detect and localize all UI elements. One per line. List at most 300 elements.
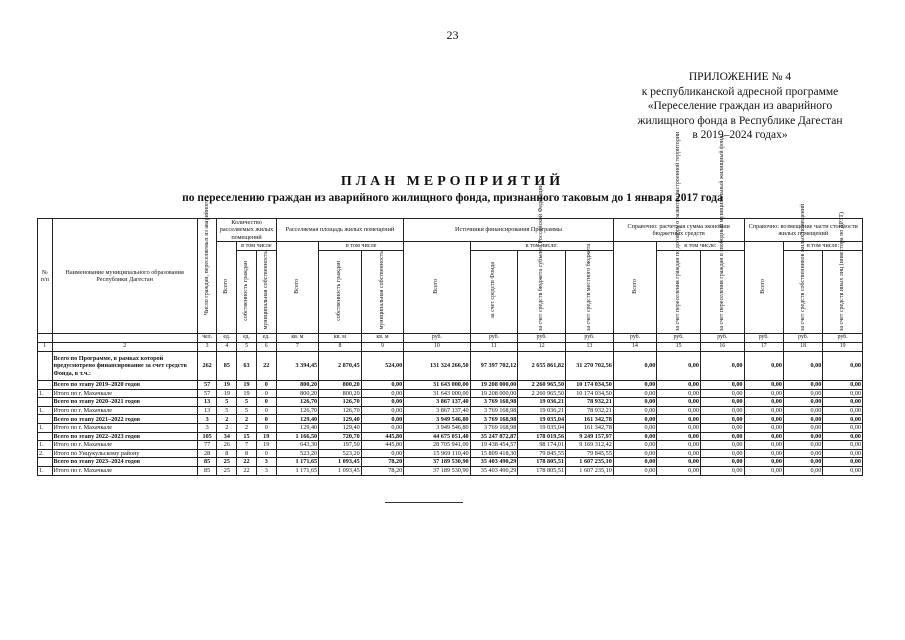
value-cell: 0,00 bbox=[700, 466, 744, 475]
value-cell: 0,00 bbox=[657, 458, 701, 467]
value-cell: 0,00 bbox=[823, 424, 863, 433]
other-funds-header: за счет средств иных лиц (инвестора по ДРЗТ) bbox=[823, 250, 863, 333]
unit-cell: руб. bbox=[470, 334, 518, 343]
column-number-cell: 4 bbox=[217, 343, 237, 352]
value-cell: 800,20 bbox=[276, 381, 319, 390]
econ-free-header: за счет переселения граждан в свободный муниципальный жилищный фонд bbox=[700, 250, 744, 333]
value-cell: 19 036,21 bbox=[518, 398, 566, 407]
stage-total-row bbox=[38, 398, 863, 407]
value-cell: 0,00 bbox=[657, 398, 701, 407]
value-cell: 0,00 bbox=[744, 458, 783, 467]
value-cell: 129,40 bbox=[319, 415, 362, 424]
row-name: Итого по г. Махачкале bbox=[52, 406, 197, 415]
value-cell: 1 171,65 bbox=[276, 458, 319, 467]
value-cell: 0,00 bbox=[700, 449, 744, 458]
value-cell: 0,00 bbox=[657, 389, 701, 398]
value-cell: 0,00 bbox=[657, 415, 701, 424]
value-cell: 126,70 bbox=[319, 406, 362, 415]
value-cell: 8 bbox=[237, 449, 257, 458]
value-cell: 19 bbox=[256, 441, 276, 450]
row-number bbox=[38, 458, 53, 467]
row-name: Итого по г. Махачкале bbox=[52, 441, 197, 450]
value-cell: 0,00 bbox=[823, 398, 863, 407]
value-cell: 0,00 bbox=[783, 424, 822, 433]
unit-cell: ед. bbox=[256, 334, 276, 343]
value-cell: 0,00 bbox=[744, 406, 783, 415]
value-cell: 0,00 bbox=[783, 415, 822, 424]
value-cell: 0,00 bbox=[783, 432, 822, 441]
value-cell: 0,00 bbox=[783, 352, 822, 381]
value-cell: 0 bbox=[256, 406, 276, 415]
value-cell: 19 bbox=[237, 381, 257, 390]
value-cell: 5 bbox=[237, 406, 257, 415]
economy-group-header: Справочно: расчетная сумма экономии бюджетных средств bbox=[613, 219, 744, 242]
value-cell: 0 bbox=[256, 415, 276, 424]
value-cell: 9 249 157,97 bbox=[566, 432, 614, 441]
row-name: Итого по Унцукульскому району bbox=[52, 449, 197, 458]
value-cell: 0,00 bbox=[700, 381, 744, 390]
value-cell: 129,40 bbox=[319, 424, 362, 433]
rooms-municipal-header: муниципальная собственность bbox=[256, 250, 276, 333]
value-cell: 0,00 bbox=[823, 441, 863, 450]
value-cell: 262 bbox=[197, 352, 217, 381]
value-cell: 2 bbox=[237, 424, 257, 433]
value-cell: 9 169 312,42 bbox=[566, 441, 614, 450]
value-cell: 0,00 bbox=[783, 466, 822, 475]
column-number-cell: 12 bbox=[518, 343, 566, 352]
value-cell: 131 324 266,50 bbox=[404, 352, 470, 381]
value-cell: 0,00 bbox=[361, 389, 404, 398]
value-cell: 7 bbox=[237, 441, 257, 450]
value-cell: 0,00 bbox=[744, 424, 783, 433]
value-cell: 105 bbox=[197, 432, 217, 441]
row-name: Итого по г. Махачкале bbox=[52, 466, 197, 475]
value-cell: 5 bbox=[217, 406, 237, 415]
row-number: 1. bbox=[38, 406, 53, 415]
value-cell: 2 870,45 bbox=[319, 352, 362, 381]
value-cell: 19 bbox=[217, 389, 237, 398]
area-incl-header: в том числе bbox=[319, 242, 404, 250]
value-cell: 19 bbox=[237, 389, 257, 398]
row-number bbox=[38, 381, 53, 390]
value-cell: 31 643 000,00 bbox=[404, 389, 470, 398]
value-cell: 2 260 965,50 bbox=[518, 389, 566, 398]
row-name: Всего по этапу 2021–2022 годов bbox=[52, 415, 197, 424]
column-number-cell: 5 bbox=[237, 343, 257, 352]
value-cell: 0,00 bbox=[361, 406, 404, 415]
row-name: Всего по этапу 2023–2024 годов bbox=[52, 458, 197, 467]
value-cell: 126,70 bbox=[319, 398, 362, 407]
unit-cell: руб. bbox=[566, 334, 614, 343]
column-number-cell: 11 bbox=[470, 343, 518, 352]
value-cell: 129,40 bbox=[276, 415, 319, 424]
value-cell: 0,00 bbox=[613, 458, 657, 467]
row-name: Всего по этапу 2020–2021 годов bbox=[52, 398, 197, 407]
table-row bbox=[38, 441, 863, 450]
value-cell: 0,00 bbox=[657, 424, 701, 433]
value-cell: 0 bbox=[256, 449, 276, 458]
value-cell: 10 174 034,50 bbox=[566, 381, 614, 390]
value-cell: 178 019,56 bbox=[518, 432, 566, 441]
value-cell: 98 174,01 bbox=[518, 441, 566, 450]
value-cell: 3 769 168,98 bbox=[470, 398, 518, 407]
rd-budget-header: за счет средств бюджета субъекта Российской Федерации bbox=[518, 250, 566, 333]
value-cell: 1 093,45 bbox=[319, 458, 362, 467]
value-cell: 0,00 bbox=[361, 424, 404, 433]
row-name: Всего по Программе, в рамках которой предусмотрено финансирование за счет средств Фонда, в т.ч.: bbox=[52, 352, 197, 381]
program-total-row bbox=[38, 352, 863, 381]
row-number: 1. bbox=[38, 441, 53, 450]
value-cell: 0,00 bbox=[613, 398, 657, 407]
value-cell: 0,00 bbox=[783, 441, 822, 450]
unit-cell: руб. bbox=[744, 334, 783, 343]
column-number-cell: 8 bbox=[319, 343, 362, 352]
value-cell: 3 867 137,40 bbox=[404, 406, 470, 415]
value-cell: 0,00 bbox=[744, 352, 783, 381]
value-cell: 26 bbox=[217, 441, 237, 450]
row-number bbox=[38, 415, 53, 424]
unit-cell bbox=[52, 334, 197, 343]
value-cell: 10 174 034,50 bbox=[566, 389, 614, 398]
value-cell: 85 bbox=[217, 352, 237, 381]
value-cell: 0,00 bbox=[783, 458, 822, 467]
appendix-line: «Переселение граждан из аварийного bbox=[647, 100, 833, 112]
stage-total-row bbox=[38, 458, 863, 467]
col-people-header: Число граждан, переселяемых из аварийного bbox=[197, 219, 217, 334]
unit-cell: руб. bbox=[613, 334, 657, 343]
row-number bbox=[38, 432, 53, 441]
column-number-cell: 17 bbox=[744, 343, 783, 352]
value-cell: 0 bbox=[256, 381, 276, 390]
stage-total-row bbox=[38, 415, 863, 424]
value-cell: 0,00 bbox=[744, 449, 783, 458]
column-number-cell: 6 bbox=[256, 343, 276, 352]
value-cell: 2 260 965,50 bbox=[518, 381, 566, 390]
units-row bbox=[38, 334, 863, 343]
value-cell: 0,00 bbox=[823, 449, 863, 458]
value-cell: 0,00 bbox=[613, 352, 657, 381]
rooms-incl-header: в том числе bbox=[237, 242, 276, 250]
value-cell: 1 607 235,10 bbox=[566, 466, 614, 475]
row-number: 1. bbox=[38, 389, 53, 398]
value-cell: 0,00 bbox=[783, 398, 822, 407]
excess-incl-header: в том числе: bbox=[783, 242, 862, 250]
rooms-total-header: Всего bbox=[217, 242, 237, 334]
value-cell: 0,00 bbox=[361, 381, 404, 390]
col-num-header: № п/п bbox=[38, 219, 53, 334]
value-cell: 0,00 bbox=[744, 441, 783, 450]
column-number-cell: 10 bbox=[404, 343, 470, 352]
value-cell: 34 bbox=[217, 432, 237, 441]
value-cell: 57 bbox=[197, 381, 217, 390]
value-cell: 0,00 bbox=[744, 398, 783, 407]
value-cell: 0,00 bbox=[700, 352, 744, 381]
value-cell: 0,00 bbox=[613, 389, 657, 398]
value-cell: 0,00 bbox=[823, 466, 863, 475]
document-title: ПЛАН МЕРОПРИЯТИЙ bbox=[340, 174, 565, 189]
fund-header: за счет средств Фонда bbox=[470, 250, 518, 333]
unit-cell: руб. bbox=[823, 334, 863, 343]
value-cell: 28 705 941,00 bbox=[404, 441, 470, 450]
value-cell: 22 bbox=[256, 352, 276, 381]
value-cell: 3 394,45 bbox=[276, 352, 319, 381]
value-cell: 0,00 bbox=[361, 398, 404, 407]
value-cell: 2 bbox=[217, 424, 237, 433]
value-cell: 3 bbox=[197, 424, 217, 433]
value-cell: 79 845,55 bbox=[566, 449, 614, 458]
value-cell: 19 035,04 bbox=[518, 415, 566, 424]
value-cell: 2 bbox=[237, 415, 257, 424]
value-cell: 8 bbox=[217, 449, 237, 458]
value-cell: 31 643 000,00 bbox=[404, 381, 470, 390]
unit-cell: ед. bbox=[237, 334, 257, 343]
column-number-cell: 9 bbox=[361, 343, 404, 352]
value-cell: 445,80 bbox=[361, 441, 404, 450]
value-cell: 15 809 418,30 bbox=[470, 449, 518, 458]
local-budget-header: за счет средств местного бюджета bbox=[566, 250, 614, 333]
value-cell: 63 bbox=[237, 352, 257, 381]
stage-total-row bbox=[38, 432, 863, 441]
table-body bbox=[38, 352, 863, 476]
value-cell: 19 208 000,00 bbox=[470, 389, 518, 398]
rooms-group-header: Количество расселяемых жилых помещений bbox=[217, 219, 276, 242]
sources-total-header: Всего bbox=[404, 242, 470, 334]
value-cell: 57 bbox=[197, 389, 217, 398]
value-cell: 85 bbox=[197, 466, 217, 475]
document-subtitle: по переселению граждан из аварийного жилищного фонда, признанного таковым до 1 января 2017 года bbox=[182, 192, 723, 204]
value-cell: 0,00 bbox=[361, 415, 404, 424]
unit-cell: чел. bbox=[197, 334, 217, 343]
appendix-line: к республиканской адресной программе bbox=[641, 85, 839, 98]
value-cell: 78,20 bbox=[361, 458, 404, 467]
value-cell: 0,00 bbox=[744, 381, 783, 390]
row-number bbox=[38, 398, 53, 407]
value-cell: 800,20 bbox=[276, 389, 319, 398]
separator-line bbox=[385, 502, 463, 503]
economy-total-header: Всего bbox=[613, 242, 657, 334]
value-cell: 5 bbox=[237, 398, 257, 407]
value-cell: 800,20 bbox=[319, 389, 362, 398]
value-cell: 28 bbox=[197, 449, 217, 458]
value-cell: 2 655 861,82 bbox=[518, 352, 566, 381]
table-row bbox=[38, 389, 863, 398]
value-cell: 0,00 bbox=[744, 466, 783, 475]
value-cell: 129,40 bbox=[276, 424, 319, 433]
value-cell: 78 932,21 bbox=[566, 398, 614, 407]
row-number bbox=[38, 352, 53, 381]
value-cell: 3 769 168,98 bbox=[470, 415, 518, 424]
unit-cell: руб. bbox=[404, 334, 470, 343]
value-cell: 0,00 bbox=[823, 352, 863, 381]
value-cell: 0,00 bbox=[744, 415, 783, 424]
row-name: Всего по этапу 2019–2020 годов bbox=[52, 381, 197, 390]
row-name: Итого по г. Махачкале bbox=[52, 424, 197, 433]
column-number-cell: 2 bbox=[52, 343, 197, 352]
table-row bbox=[38, 406, 863, 415]
value-cell: 0,00 bbox=[613, 424, 657, 433]
value-cell: 0,00 bbox=[783, 449, 822, 458]
value-cell: 1 171,65 bbox=[276, 466, 319, 475]
row-number: 1. bbox=[38, 424, 53, 433]
value-cell: 720,70 bbox=[319, 432, 362, 441]
value-cell: 0,00 bbox=[613, 449, 657, 458]
unit-cell: кв. м bbox=[361, 334, 404, 343]
value-cell: 0,00 bbox=[783, 406, 822, 415]
row-number: 1. bbox=[38, 466, 53, 475]
value-cell: 178 805,51 bbox=[518, 458, 566, 467]
excess-group-header: Справочно: возмещение части стоимости жилых помещений bbox=[744, 219, 862, 242]
value-cell: 1 093,45 bbox=[319, 466, 362, 475]
value-cell: 37 189 530,90 bbox=[404, 466, 470, 475]
value-cell: 197,50 bbox=[319, 441, 362, 450]
value-cell: 78 932,21 bbox=[566, 406, 614, 415]
value-cell: 13 bbox=[197, 406, 217, 415]
column-number-cell: 15 bbox=[657, 343, 701, 352]
value-cell: 0 bbox=[256, 398, 276, 407]
value-cell: 1 607 235,10 bbox=[566, 458, 614, 467]
value-cell: 3 769 168,98 bbox=[470, 424, 518, 433]
area-group-header: Расселяемая площадь жилых помещений bbox=[276, 219, 404, 242]
table-row bbox=[38, 449, 863, 458]
unit-cell: ед. bbox=[217, 334, 237, 343]
value-cell: 0,00 bbox=[700, 432, 744, 441]
value-cell: 0,00 bbox=[744, 432, 783, 441]
value-cell: 19 bbox=[217, 381, 237, 390]
unit-cell: руб. bbox=[783, 334, 822, 343]
unit-cell: руб. bbox=[657, 334, 701, 343]
own-funds-header: за счет средств собственников жилых помещений bbox=[783, 250, 822, 333]
value-cell: 0,00 bbox=[700, 441, 744, 450]
value-cell: 126,70 bbox=[276, 406, 319, 415]
value-cell: 0,00 bbox=[657, 432, 701, 441]
value-cell: 22 bbox=[237, 458, 257, 467]
value-cell: 0,00 bbox=[823, 432, 863, 441]
value-cell: 97 397 702,12 bbox=[470, 352, 518, 381]
value-cell: 0,00 bbox=[613, 415, 657, 424]
value-cell: 35 247 872,87 bbox=[470, 432, 518, 441]
area-municipal-header: муниципальная собственность bbox=[361, 250, 404, 333]
value-cell: 1 166,50 bbox=[276, 432, 319, 441]
value-cell: 5 bbox=[217, 398, 237, 407]
value-cell: 126,70 bbox=[276, 398, 319, 407]
value-cell: 643,30 bbox=[276, 441, 319, 450]
value-cell: 19 035,04 bbox=[518, 424, 566, 433]
unit-cell: кв. м bbox=[276, 334, 319, 343]
column-number-cell: 13 bbox=[566, 343, 614, 352]
economy-incl-header: в том числе: bbox=[657, 242, 744, 250]
value-cell: 161 342,78 bbox=[566, 415, 614, 424]
value-cell: 0,00 bbox=[823, 406, 863, 415]
value-cell: 35 403 490,29 bbox=[470, 466, 518, 475]
value-cell: 0,00 bbox=[361, 449, 404, 458]
value-cell: 0,00 bbox=[823, 381, 863, 390]
value-cell: 19 036,21 bbox=[518, 406, 566, 415]
value-cell: 0,00 bbox=[700, 415, 744, 424]
column-numbers-row bbox=[38, 343, 863, 352]
column-number-cell: 1 bbox=[38, 343, 53, 352]
value-cell: 77 bbox=[197, 441, 217, 450]
table-row bbox=[38, 424, 863, 433]
column-number-cell: 16 bbox=[700, 343, 744, 352]
value-cell: 0,00 bbox=[744, 389, 783, 398]
rooms-private-header: собственность граждан bbox=[237, 250, 257, 333]
value-cell: 800,20 bbox=[319, 381, 362, 390]
value-cell: 0,00 bbox=[657, 441, 701, 450]
value-cell: 0 bbox=[256, 424, 276, 433]
value-cell: 0,00 bbox=[613, 406, 657, 415]
value-cell: 0,00 bbox=[657, 352, 701, 381]
value-cell: 178 805,51 bbox=[518, 466, 566, 475]
value-cell: 0,00 bbox=[613, 466, 657, 475]
unit-cell: кв. м bbox=[319, 334, 362, 343]
area-private-header: собственность граждан bbox=[319, 250, 362, 333]
appendix-line: жилищного фонда в Республике Дагестан bbox=[637, 114, 843, 127]
value-cell: 0,00 bbox=[700, 389, 744, 398]
value-cell: 0,00 bbox=[783, 381, 822, 390]
value-cell: 3 949 546,80 bbox=[404, 415, 470, 424]
value-cell: 523,20 bbox=[276, 449, 319, 458]
value-cell: 25 bbox=[217, 466, 237, 475]
value-cell: 0 bbox=[256, 389, 276, 398]
value-cell: 0,00 bbox=[700, 406, 744, 415]
value-cell: 445,80 bbox=[361, 432, 404, 441]
value-cell: 22 bbox=[237, 466, 257, 475]
appendix-line: в 2019–2024 годах» bbox=[692, 129, 788, 141]
value-cell: 3 bbox=[256, 466, 276, 475]
value-cell: 35 403 490,29 bbox=[470, 458, 518, 467]
value-cell: 3 949 546,80 bbox=[404, 424, 470, 433]
row-name: Итого по г. Махачкале bbox=[52, 389, 197, 398]
value-cell: 3 bbox=[256, 458, 276, 467]
column-number-cell: 19 bbox=[823, 343, 863, 352]
value-cell: 0,00 bbox=[613, 432, 657, 441]
value-cell: 0,00 bbox=[657, 449, 701, 458]
column-number-cell: 14 bbox=[613, 343, 657, 352]
value-cell: 161 342,78 bbox=[566, 424, 614, 433]
value-cell: 523,20 bbox=[319, 449, 362, 458]
value-cell: 31 270 702,56 bbox=[566, 352, 614, 381]
unit-cell bbox=[38, 334, 53, 343]
area-total-header: Всего bbox=[276, 242, 319, 334]
value-cell: 3 bbox=[197, 415, 217, 424]
column-number-cell: 18 bbox=[783, 343, 822, 352]
value-cell: 0,00 bbox=[613, 381, 657, 390]
value-cell: 0,00 bbox=[823, 415, 863, 424]
value-cell: 0,00 bbox=[657, 466, 701, 475]
value-cell: 25 bbox=[217, 458, 237, 467]
value-cell: 2 bbox=[217, 415, 237, 424]
value-cell: 19 bbox=[256, 432, 276, 441]
column-number-cell: 3 bbox=[197, 343, 217, 352]
column-number-cell: 7 bbox=[276, 343, 319, 352]
value-cell: 0,00 bbox=[823, 389, 863, 398]
value-cell: 78,20 bbox=[361, 466, 404, 475]
stage-total-row bbox=[38, 381, 863, 390]
econ-dev-header: за счет переселения граждан по договору о развитии застроенной территории bbox=[657, 250, 701, 333]
value-cell: 0,00 bbox=[783, 389, 822, 398]
page-number: 23 bbox=[446, 28, 459, 42]
value-cell: 37 189 530,90 bbox=[404, 458, 470, 467]
value-cell: 0,00 bbox=[823, 458, 863, 467]
value-cell: 85 bbox=[197, 458, 217, 467]
value-cell: 13 bbox=[197, 398, 217, 407]
value-cell: 524,00 bbox=[361, 352, 404, 381]
table-row bbox=[38, 466, 863, 475]
value-cell: 44 675 051,40 bbox=[404, 432, 470, 441]
appendix-line: ПРИЛОЖЕНИЕ № 4 bbox=[688, 71, 792, 83]
unit-cell: руб. bbox=[700, 334, 744, 343]
excess-total-header: Всего bbox=[744, 242, 783, 334]
